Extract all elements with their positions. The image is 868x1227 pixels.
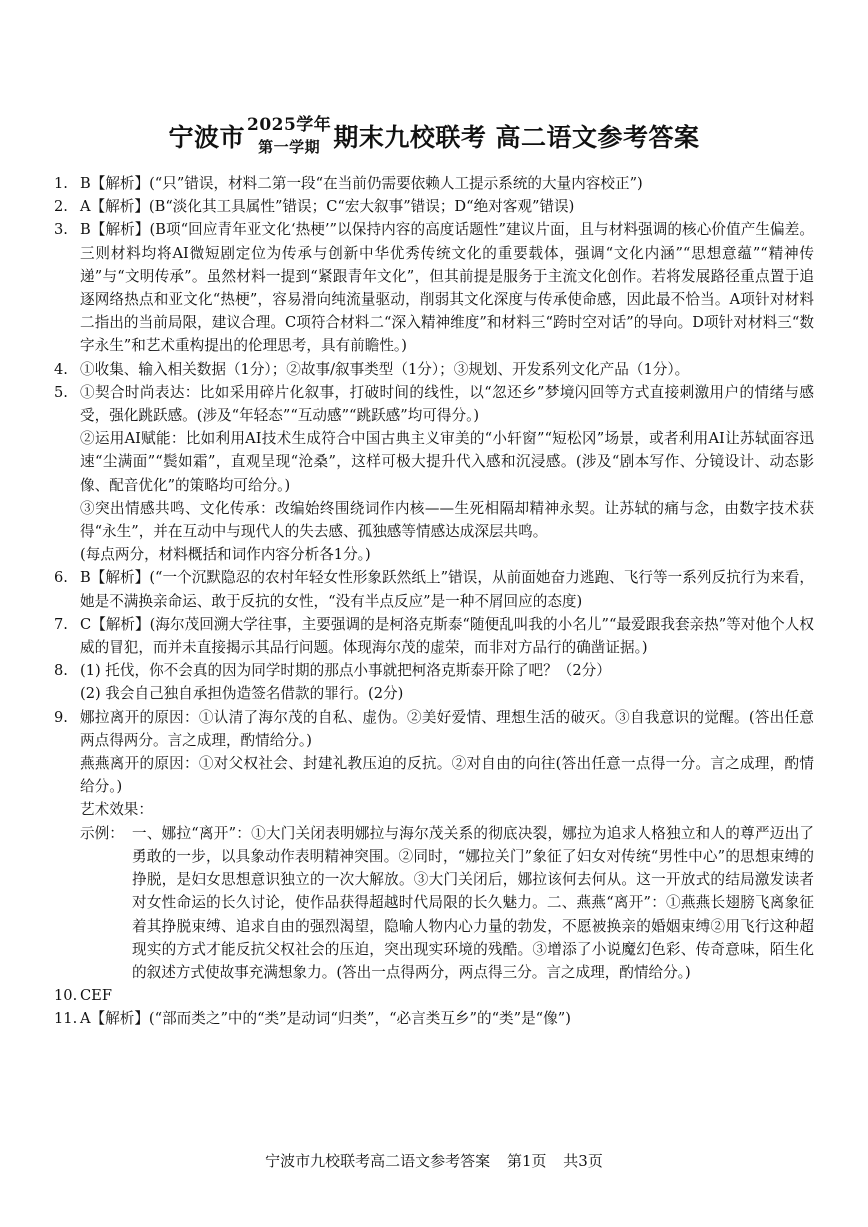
answer-paragraph: (每点两分，材料概括和词作内容分析各1分。) [80,546,371,564]
answer-paragraph: (1) 托伐，你不会真的因为同学时期的那点小事就把柯洛克斯泰开除了吧？（2分） [80,662,611,680]
answer-paragraph: ①契合时尚表达：比如采用碎片化叙事，打破时间的线性，以“忽还乡”梦境闪回等方式直接刺激用户的情绪与感受，强化跳跃感。(涉及“年轻态”“互动感”“跳跃感”均可得分。) [80,383,814,425]
title-prefix: 宁波市 [168,123,245,152]
answer-number: 4. [54,360,68,378]
answer-paragraph: 艺术效果： [80,801,153,819]
answer-text: B【解析】(“只”错误，材料二第一段“在当前仍需要依赖人工提示系统的大量内容校正”) [80,175,643,192]
answer-text: A【解析】(B“淡化其工具属性”错误；C“宏大叙事”错误；D“绝对客观”错误) [80,198,575,216]
answer-item-11 [54,1007,814,1030]
answer-item-7 [54,613,814,659]
example-label: 示例： [80,824,124,842]
answer-text: CEF [80,987,112,1005]
title-suffix: 期末九校联考 高二语文参考答案 [333,123,700,152]
answer-item-1 [54,172,814,195]
answer-paragraph: ②运用AI赋能：比如利用AI技术生成符合中国古典主义审美的“小轩窗”“短松冈”场景，或者利用AI让苏轼面容迅速“尘满面”“鬓如霜”，直观呈现“沧桑”，这样可极大提升代入感和沉浸感。(涉及“剧本写作、分镜设计、动态影像、配音优化”的策略均可给分。) [80,430,814,494]
answer-number: 10. [54,987,78,1005]
page-title [0,112,868,160]
answer-number: 2. [54,198,68,216]
title-year: 2025学年 [246,115,332,135]
answer-text: B【解析】(B项“回应青年亚文化‘热梗’”以保持内容的高度话题性”建议片面，且与材料强调的核心价值产生偏差。三则材料均将AI微短剧定位为传承与创新中华优秀传统文化的重要载体，强调“文化内涵”“思想意蕴”“精神传递”与“文明传承”。虽然材料一提到“紧跟青年文化”，但其前提是服务于主流文化创作。若将发展路径重点置于追逐网络热点和亚文化“热梗”，容易滑向纯流量驱动，削弱其文化深度与传承使命感，因此最不恰当。A项针对材料二指出的当前局限，建议合理。C项符合材料二“深入精神维度”和材料三“跨时空对话”的导向。D项针对材料三“数字永生”和艺术重构提出的伦理思考，具有前瞻性。) [80,221,814,355]
answer-item-10 [54,984,814,1007]
answer-list [54,172,814,1031]
answer-number: 1. [54,175,68,192]
answer-number: 3. [54,221,68,239]
answer-item-9 [54,706,814,984]
answer-number: 11. [54,1010,78,1028]
title-semester: 第一学期 [258,138,321,156]
answer-paragraph: ③突出情感共鸣、文化传承：改编始终围绕词作内核——生死相隔却精神永契。让苏轼的痛与念，由数字技术获得“永生”，并在互动中与现代人的失去感、孤独感等情感达成深层共鸣。 [80,499,814,541]
answer-item-2 [54,195,814,218]
answer-number: 9. [54,708,68,726]
answer-paragraph: (2) 我会自己独自承担伪造签名借款的罪行。(2分) [80,685,404,703]
answer-paragraph: 燕燕离开的原因：①对父权社会、封建礼教压迫的反抗。②对自由的向往(答出任意一点得一分。言之成理，酌情给分。) [80,755,814,796]
answer-body [80,706,814,984]
term-stack [247,117,331,155]
answer-text: C【解析】(海尔茂回溯大学往事，主要强调的是柯洛克斯泰“随便乱叫我的小名儿”“最爱跟我套亲热”等对他个人权威的冒犯，而并未直接揭示其品行问题。体现海尔茂的虚荣，而非对方品行的确凿证据。) [80,615,814,657]
answer-number: 5. [54,383,68,401]
example-block [80,822,814,984]
answer-number: 8. [54,662,68,680]
answer-paragraph: 娜拉离开的原因：①认清了海尔茂的自私、虚伪。②美好爱情、理想生活的破灭。③自我意识的觉醒。(答出任意两点得两分。言之成理，酌情给分。) [80,708,814,749]
footer-school: 宁波市九校联考高二语文参考答案 [265,1152,491,1170]
footer-total: 共3页 [563,1152,603,1170]
answer-body [80,659,814,705]
answer-number: 6. [54,569,68,587]
answer-item-8 [54,659,814,705]
answer-text: ①收集、输入相关数据（1分）；②故事/叙事类型（1分）；③规划、开发系列文化产品（1分）。 [80,360,690,378]
answer-body [80,381,814,567]
answer-text: A【解析】(“部而类之”中的“类”是动词“归类”，“必言类互乡”的“类”是“像”) [80,1010,571,1028]
answer-number: 7. [54,615,68,633]
answer-item-3 [54,218,814,357]
page-footer [0,1150,868,1171]
answer-item-5 [54,381,814,567]
answer-item-4 [54,358,814,381]
example-text: 一、娜拉“离开”：①大门关闭表明娜拉与海尔茂关系的彻底决裂，娜拉为追求人格独立和人的尊严迈出了勇敢的一步，以具象动作表明精神突围。②同时，“娜拉关门”象征了妇女对传统“男性中心”的思想束缚的挣脱，是妇女思想意识独立的一次大解放。③大门关闭后，娜拉该何去何从。这一开放式的结局激发读者对女性命运的长久讨论，使作品获得超越时代局限的长久魅力。二、燕燕“离开”：①燕燕长翅膀飞离象征着其挣脱束缚、追求自由的强烈渴望，隐喻人物内心力量的勃发，不愿被换亲的婚姻束缚②用飞行这种超现实的方式才能反抗父权社会的压迫，突出现实环境的残酷。③增添了小说魔幻色彩、传奇意味，陌生化的叙述方式使故事充满想象力。(答出一点得两分，两点得三分。言之成理，酌情给分。) [132,824,814,981]
footer-page: 第1页 [506,1152,547,1170]
answer-item-6 [54,566,814,612]
answer-text: B【解析】(“一个沉默隐忍的农村年轻女性形象跃然纸上”错误，从前面她奋力逃跑、飞行等一系列反抗行为来看，她是不满换亲命运、敢于反抗的女性，“没有半点反应”是一种不屑回应的态度) [80,569,814,610]
